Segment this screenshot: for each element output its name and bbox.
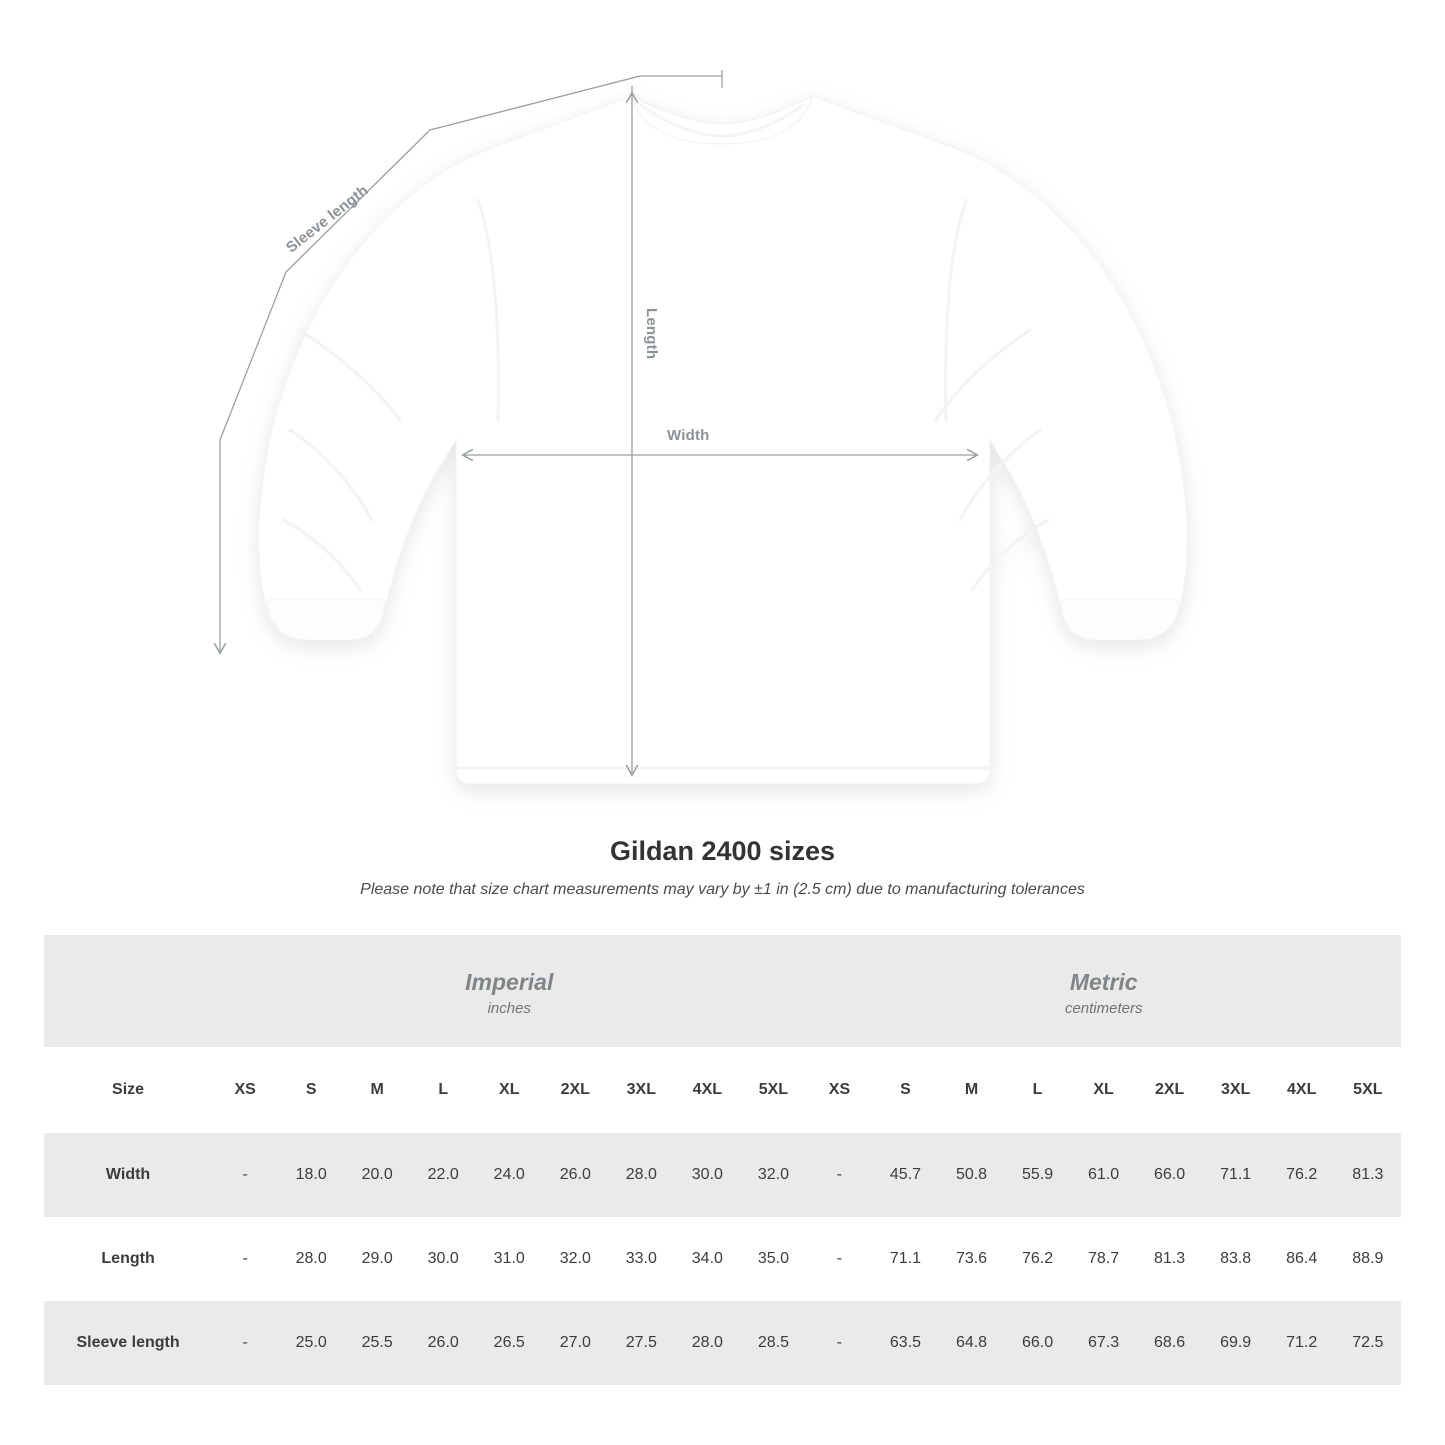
- length-label: Length: [643, 308, 660, 360]
- unit-spacer-cell: [44, 935, 212, 1047]
- cell-width-imp-0: -: [212, 1133, 278, 1217]
- cell-sleeve-imp-5: 27.0: [542, 1301, 608, 1385]
- unit-imperial-sub: inches: [487, 999, 531, 1017]
- cell-sleeve-imp-4: 26.5: [476, 1301, 542, 1385]
- unit-metric-name: Metric: [1069, 969, 1138, 996]
- cell-sleeve-imp-1: 25.0: [278, 1301, 344, 1385]
- cell-length-imp-3: 30.0: [410, 1217, 476, 1301]
- cell-length-met-2: 73.6: [939, 1217, 1005, 1301]
- cell-length-met-0: -: [806, 1217, 872, 1301]
- size-header-met-7: 4XL: [1269, 1047, 1335, 1133]
- cell-length-imp-5: 32.0: [542, 1217, 608, 1301]
- size-header-imp-3: L: [410, 1047, 476, 1133]
- size-header-imp-8: 5XL: [740, 1047, 806, 1133]
- cell-sleeve-met-4: 67.3: [1071, 1301, 1137, 1385]
- cell-length-met-4: 78.7: [1071, 1217, 1137, 1301]
- size-header-met-3: L: [1005, 1047, 1071, 1133]
- cell-width-met-7: 76.2: [1269, 1133, 1335, 1217]
- unit-header-row: [44, 935, 1401, 1047]
- cell-width-imp-8: 32.0: [740, 1133, 806, 1217]
- size-header-imp-6: 3XL: [608, 1047, 674, 1133]
- cell-width-met-8: 81.3: [1335, 1133, 1401, 1217]
- size-header-met-1: S: [872, 1047, 938, 1133]
- row-label-length: Length: [44, 1217, 212, 1301]
- cell-length-imp-6: 33.0: [608, 1217, 674, 1301]
- cell-sleeve-imp-8: 28.5: [740, 1301, 806, 1385]
- cell-sleeve-met-6: 69.9: [1203, 1301, 1269, 1385]
- cell-length-imp-2: 29.0: [344, 1217, 410, 1301]
- size-header-met-0: XS: [806, 1047, 872, 1133]
- row-label-width: Width: [44, 1133, 212, 1217]
- size-header-imp-2: M: [344, 1047, 410, 1133]
- cell-sleeve-met-1: 63.5: [872, 1301, 938, 1385]
- cell-length-met-8: 88.9: [1335, 1217, 1401, 1301]
- cell-sleeve-met-5: 68.6: [1137, 1301, 1203, 1385]
- cell-sleeve-met-0: -: [806, 1301, 872, 1385]
- size-header-met-2: M: [939, 1047, 1005, 1133]
- cell-width-met-3: 55.9: [1005, 1133, 1071, 1217]
- cell-sleeve-met-8: 72.5: [1335, 1301, 1401, 1385]
- cell-width-met-4: 61.0: [1071, 1133, 1137, 1217]
- cell-width-met-2: 50.8: [939, 1133, 1005, 1217]
- size-header-met-8: 5XL: [1335, 1047, 1401, 1133]
- cell-width-imp-2: 20.0: [344, 1133, 410, 1217]
- cell-length-met-7: 86.4: [1269, 1217, 1335, 1301]
- size-chart-table: [44, 935, 1401, 1385]
- size-header-imp-1: S: [278, 1047, 344, 1133]
- size-header-imp-5: 2XL: [542, 1047, 608, 1133]
- cell-width-imp-1: 18.0: [278, 1133, 344, 1217]
- cell-width-met-5: 66.0: [1137, 1133, 1203, 1217]
- cell-length-imp-7: 34.0: [674, 1217, 740, 1301]
- unit-imperial-cell: [212, 935, 806, 1047]
- cell-sleeve-imp-3: 26.0: [410, 1301, 476, 1385]
- size-header-imp-7: 4XL: [674, 1047, 740, 1133]
- cell-width-met-0: -: [806, 1133, 872, 1217]
- cell-width-imp-6: 28.0: [608, 1133, 674, 1217]
- size-header-imp-0: XS: [212, 1047, 278, 1133]
- cell-length-imp-0: -: [212, 1217, 278, 1301]
- cell-length-imp-4: 31.0: [476, 1217, 542, 1301]
- table-row: [44, 1133, 1401, 1217]
- size-header-met-4: XL: [1071, 1047, 1137, 1133]
- cell-length-imp-1: 28.0: [278, 1217, 344, 1301]
- unit-metric-sub: centimeters: [1064, 999, 1143, 1017]
- cell-width-imp-5: 26.0: [542, 1133, 608, 1217]
- cell-sleeve-imp-6: 27.5: [608, 1301, 674, 1385]
- cell-sleeve-met-3: 66.0: [1005, 1301, 1071, 1385]
- cell-length-met-5: 81.3: [1137, 1217, 1203, 1301]
- size-header-met-5: 2XL: [1137, 1047, 1203, 1133]
- title-block: [0, 836, 1445, 899]
- cell-width-imp-7: 30.0: [674, 1133, 740, 1217]
- size-header-imp-4: XL: [476, 1047, 542, 1133]
- size-header-label: Size: [44, 1047, 212, 1133]
- width-label: Width: [667, 427, 710, 444]
- shirt-shape: [259, 96, 1188, 784]
- cell-width-imp-3: 22.0: [410, 1133, 476, 1217]
- table-row: [44, 1217, 1401, 1301]
- cell-width-met-1: 45.7: [872, 1133, 938, 1217]
- measurement-note: Please note that size chart measurements may vary by ±1 in (2.5 cm) due to manufacturing tolerances: [360, 881, 1085, 898]
- page-title: Gildan 2400 sizes: [609, 836, 836, 866]
- cell-sleeve-imp-2: 25.5: [344, 1301, 410, 1385]
- cell-width-imp-4: 24.0: [476, 1133, 542, 1217]
- table-row: [44, 1301, 1401, 1385]
- row-label-sleeve-length: Sleeve length: [44, 1301, 212, 1385]
- cell-sleeve-imp-0: -: [212, 1301, 278, 1385]
- cell-sleeve-met-7: 71.2: [1269, 1301, 1335, 1385]
- cell-length-met-1: 71.1: [872, 1217, 938, 1301]
- size-header-row: [44, 1047, 1401, 1133]
- unit-imperial-name: Imperial: [465, 969, 554, 996]
- cell-length-met-3: 76.2: [1005, 1217, 1071, 1301]
- cell-length-met-6: 83.8: [1203, 1217, 1269, 1301]
- unit-metric-cell: [806, 935, 1401, 1047]
- cell-length-imp-8: 35.0: [740, 1217, 806, 1301]
- size-chart-table-wrapper: [0, 935, 1445, 1385]
- sleeve-length-label: Sleeve length: [283, 181, 372, 257]
- size-header-met-6: 3XL: [1203, 1047, 1269, 1133]
- cell-sleeve-imp-7: 28.0: [674, 1301, 740, 1385]
- cell-width-met-6: 71.1: [1203, 1133, 1269, 1217]
- cell-sleeve-met-2: 64.8: [939, 1301, 1005, 1385]
